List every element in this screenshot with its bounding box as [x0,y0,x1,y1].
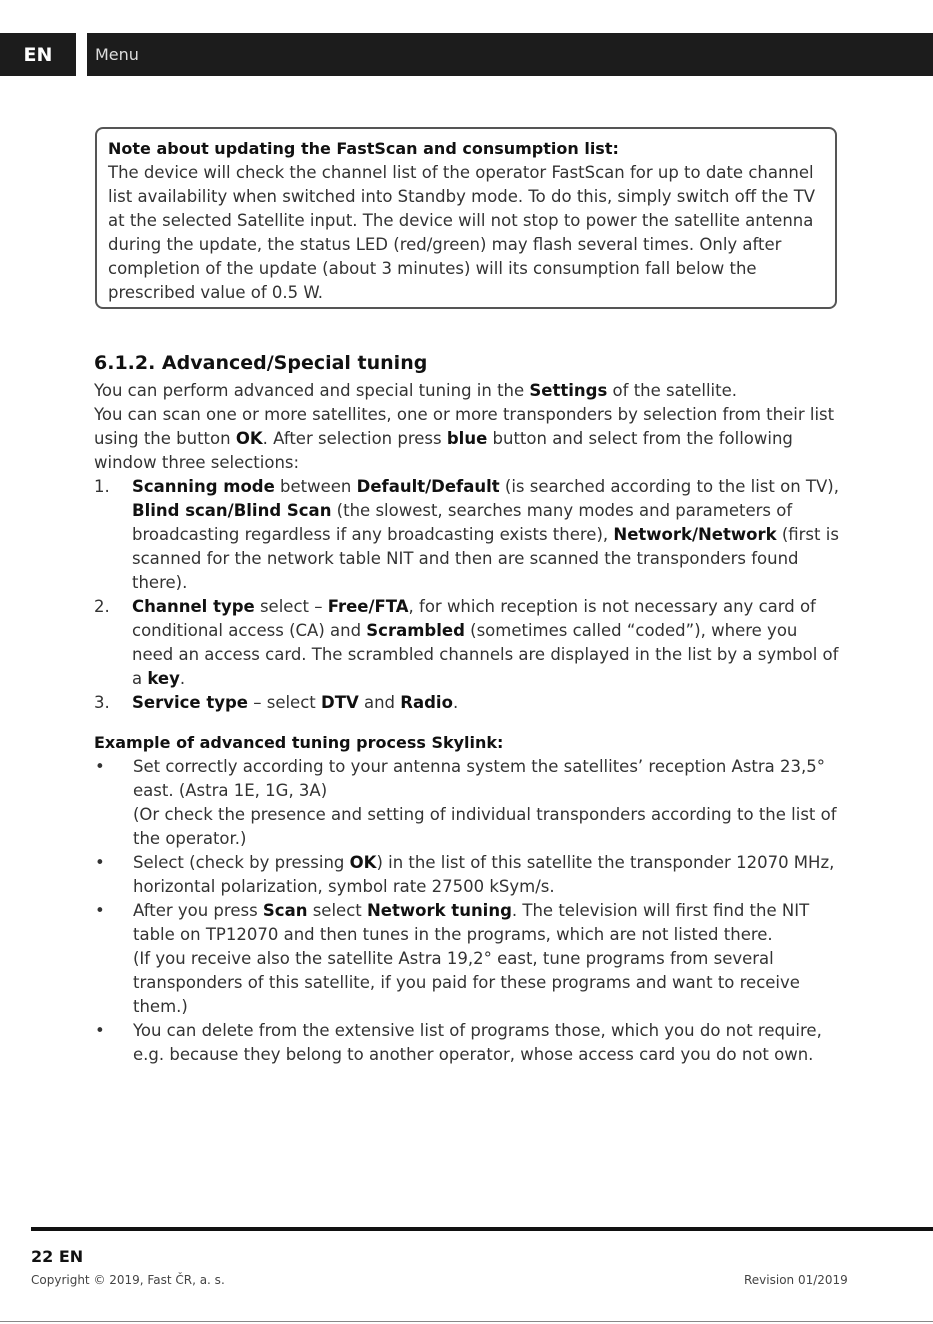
language-tab: EN [0,33,76,76]
example-heading: Example of advanced tuning process Skylink: [94,733,504,752]
list-item: 3. Service type – select DTV and Radio. [94,693,459,712]
list-item: 1. Scanning mode between Default/Default (is searched according to the list on TV), Blind scan/Blind Scan (the slowest, searches many modes and parameters of broadcasting regardless if any broadcasting exists there), Network/Network (first is scanned for the network table NIT and then are scanned the transponders found there). [94,477,839,592]
intro-paragraph-1: You can perform advanced and special tuning in the Settings of the satellite. [94,381,737,400]
note-body: The device will check the channel list of the operator FastScan for up to date channel list availability when switched into Standby mode. To do this, simply switch off the TV at the selected Satellite input. The device will not stop to power the satellite antenna during the update, the status LED (red/green) may flash several times. Only after completion of the update (about 3 minutes) will its consumption fall below the prescribed value of 0.5 W. [108,163,816,302]
note-box [95,127,837,309]
section-title: Menu [95,45,139,64]
bullet-item: • Select (check by pressing OK) in the list of this satellite the transponder 12070 MHz, horizontal polarization, symbol rate 27500 kSym/s. [95,853,835,896]
footer-divider [31,1227,933,1231]
example-section [94,731,839,1067]
section-header [87,33,933,76]
revision: Revision 01/2019 [744,1273,848,1287]
section-heading: 6.1.2. Advanced/Special tuning [94,352,428,374]
advanced-tuning-section [94,349,839,715]
list-item: 2. Channel type select – Free/FTA, for which reception is not necessary any card of conditional access (CA) and Scrambled (sometimes called “coded”), where you need an access card. The scrambled channels are displayed in the list by a symbol of a key. [94,597,839,688]
bottom-divider [0,1321,933,1322]
intro-paragraph-2: You can scan one or more satellites, one or more transponders by selection from their list using the button OK. After selection press blue button and select from the following window three selections: [94,405,835,472]
note-title: Note about updating the FastScan and consumption list: [108,139,619,158]
bullet-item: • You can delete from the extensive list of programs those, which you do not require, e.g. because they belong to another operator, whose access card you do not own. [95,1021,822,1064]
bullet-item: • After you press Scan select Network tuning. The television will first find the NIT table on TP12070 and then tunes in the programs, which are not listed there. (If you receive also the satellite Astra 19,2° east, tune programs from several transponders of this satellite, if you paid for these programs and want to receive them.) [95,901,810,1016]
page-number: 22 EN [31,1247,84,1266]
selection-list [94,475,839,715]
bullet-item: • Set correctly according to your antenna system the satellites’ reception Astra 23,5° east. (Astra 1E, 1G, 3A) (Or check the presence and setting of individual transponders according to the list of the operator.) [95,757,837,848]
copyright: Copyright © 2019, Fast ČR, a. s. [31,1273,225,1287]
